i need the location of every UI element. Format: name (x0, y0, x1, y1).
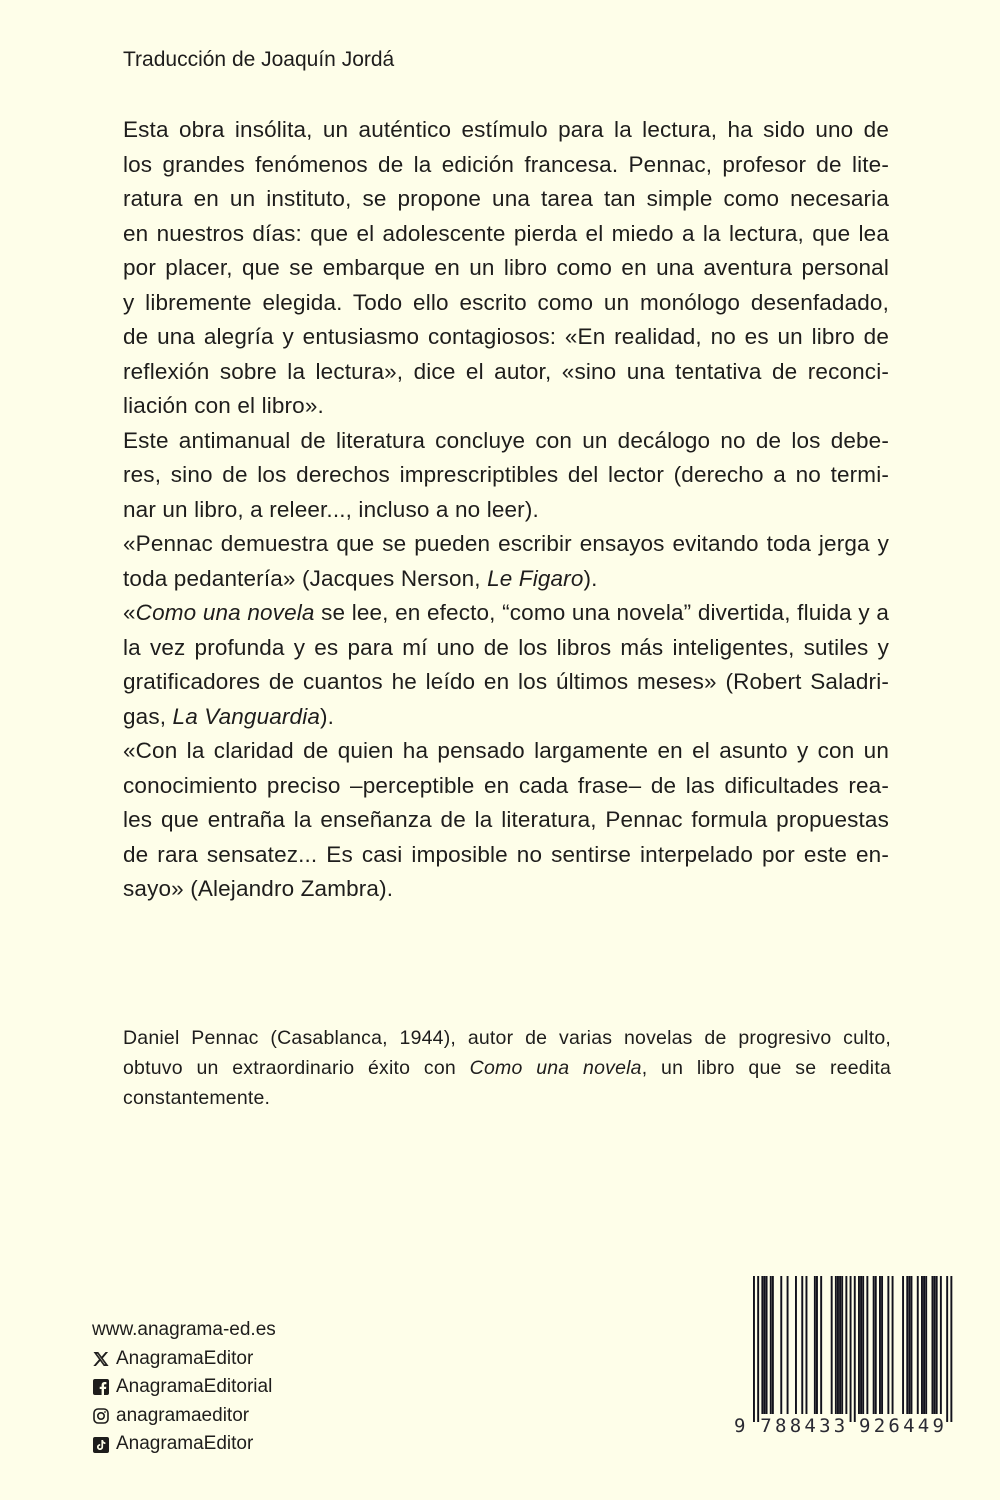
italic-title: Le Figaro (487, 565, 584, 591)
barcode-guard-bar (850, 1276, 852, 1422)
barcode-guard-bar (854, 1276, 856, 1422)
isbn-digit: 3 (819, 1415, 831, 1437)
isbn-digit: 8 (789, 1415, 802, 1437)
blurb-line (123, 527, 889, 562)
blurb-line (123, 424, 889, 459)
blurb-line (123, 113, 889, 148)
isbn-digit: 4 (917, 1415, 930, 1437)
x-row[interactable] (92, 1345, 276, 1374)
text-run: obtuvo un extraordinario éxito con (123, 1057, 470, 1079)
facebook-handle[interactable]: AnagramaEditorial (116, 1376, 273, 1398)
text-run: conocimiento preciso –perceptible en cada frase– de las dificultades rea- (123, 772, 889, 798)
blurb-line (123, 769, 889, 804)
barcode-bar (806, 1276, 808, 1414)
blurb-line (123, 182, 889, 217)
isbn-barcode (732, 1272, 964, 1442)
blurb-line (123, 872, 889, 907)
barcode-guard-bar (753, 1276, 755, 1422)
barcode-bar (908, 1276, 910, 1414)
blurb-line (123, 803, 889, 838)
text-run: ratura en un instituto, se propone una tarea tan simple como necesaria (123, 186, 889, 211)
isbn-digit: 4 (804, 1415, 816, 1437)
isbn-digit: 8 (775, 1415, 787, 1437)
isbn-digit: 9 (932, 1415, 944, 1437)
barcode-bar (862, 1276, 864, 1414)
text-run: reflexión sobre la lectura», dice el autor, «sino una tentativa de reconci- (123, 358, 889, 384)
barcode-bar (866, 1276, 868, 1414)
blurb-line (123, 562, 889, 597)
text-run: « (123, 600, 136, 625)
text-run: , un libro que se reedita (641, 1057, 891, 1079)
barcode-bar (816, 1276, 818, 1414)
barcode-bar (772, 1276, 774, 1414)
barcode-bar (766, 1276, 768, 1414)
barcode-bar (925, 1276, 927, 1414)
text-run: los grandes fenómenos de la edición francesa. Pennac, profesor de lite- (123, 151, 889, 177)
barcode-bar (875, 1276, 877, 1414)
barcode-bar (820, 1276, 822, 1414)
blurb-line (123, 493, 889, 528)
barcode-bar (841, 1276, 843, 1414)
isbn-digit: 2 (873, 1415, 886, 1437)
text-run: de una alegría y entusiasmo contagiosos: «En realidad, no es un libro de (123, 324, 889, 349)
text-run: res, sino de los derechos imprescriptibles del lector (derecho a no termi- (123, 462, 889, 487)
isbn-digit: 6 (888, 1415, 900, 1437)
blurb-line (123, 251, 889, 286)
blurb-line (123, 734, 889, 769)
barcode-bar (858, 1276, 860, 1414)
isbn-digit: 7 (760, 1415, 772, 1437)
facebook-icon (92, 1379, 109, 1396)
author-bio (123, 1023, 891, 1113)
barcode-guard-bar (950, 1276, 952, 1422)
text-run: la vez profunda y es para mí uno de los libros más inteligentes, sutiles y (123, 634, 889, 660)
barcode-bar (795, 1276, 797, 1414)
barcode-bar (887, 1276, 889, 1414)
barcode-bars (732, 1272, 964, 1422)
blurb-line (123, 458, 889, 493)
website-row[interactable] (92, 1316, 276, 1345)
barcode-bar (921, 1276, 923, 1414)
text-run: gas, (123, 703, 173, 729)
blurb-line (123, 596, 889, 631)
website-link[interactable]: www.anagrama-ed.es (92, 1319, 276, 1340)
bio-line (123, 1083, 891, 1113)
blurb-line (123, 320, 889, 355)
facebook-row[interactable] (92, 1373, 276, 1402)
barcode-bar (787, 1276, 789, 1414)
instagram-icon (92, 1408, 109, 1425)
barcode-bar (814, 1276, 816, 1414)
barcode-bar (881, 1276, 883, 1414)
blurb-line (123, 700, 889, 735)
blurb-line (123, 148, 889, 183)
barcode-bar (801, 1276, 803, 1414)
barcode-bar (911, 1276, 913, 1414)
italic-title: Como una novela (469, 1057, 642, 1079)
text-run: liación con el libro». (123, 393, 324, 418)
barcode-guard-bar (757, 1276, 759, 1422)
blurb-line (123, 631, 889, 666)
barcode-bar (761, 1276, 763, 1414)
isbn-digit: 9 (734, 1415, 746, 1437)
isbn-digit: 3 (833, 1415, 846, 1437)
translator-credit: Traducción de Joaquín Jordá (123, 48, 395, 71)
blurb-line (123, 665, 889, 700)
barcode-bar (879, 1276, 881, 1414)
barcode-bar (831, 1276, 833, 1414)
blurb-text (123, 113, 889, 907)
text-run: se lee, en efecto, “como una novela” divertida, fluida y a (314, 600, 889, 625)
tiktok-handle[interactable]: AnagramaEditor (116, 1433, 254, 1455)
text-run: sayo» (Alejandro Zambra). (123, 876, 394, 901)
isbn-number (732, 1415, 964, 1441)
text-run: gratificadores de cuantos he leído en los últimos meses» (Robert Saladri- (123, 669, 889, 694)
x-logo-icon (92, 1350, 109, 1367)
barcode-bar (934, 1276, 936, 1414)
tiktok-row[interactable] (92, 1430, 276, 1459)
text-run: «Con la claridad de quien ha pensado largamente en el asunto y con un (123, 738, 889, 763)
text-run: en nuestros días: que el adolescente pierda el miedo a la lectura, que lea (123, 220, 889, 246)
text-run: Este antimanual de literatura concluye con un decálogo no de los debe- (123, 427, 889, 453)
text-run: por placer, que se embarque en un libro como en una aventura personal (123, 255, 889, 280)
blurb-line (123, 355, 889, 390)
text-run: «Pennac demuestra que se pueden escribir ensayos evitando toda jerga y (123, 531, 889, 556)
barcode-bar (902, 1276, 904, 1414)
barcode-bar (770, 1276, 772, 1414)
barcode-guard-bar (946, 1276, 948, 1422)
bio-line (123, 1023, 891, 1053)
barcode-bar (780, 1276, 782, 1414)
blurb-line (123, 389, 889, 424)
text-run: constantemente. (123, 1087, 271, 1109)
text-run: Esta obra insólita, un auténtico estímulo para la lectura, ha sido uno de (123, 117, 889, 142)
barcode-bar (860, 1276, 862, 1414)
barcode-bar (873, 1276, 875, 1414)
text-run: toda pedantería» (Jacques Nerson, (123, 565, 488, 591)
text-run: y libremente elegida. Todo ello escrito como un monólogo desenfadado, (123, 289, 889, 315)
barcode-bar (892, 1276, 894, 1414)
barcode-bar (835, 1276, 837, 1414)
barcode-bar (923, 1276, 925, 1414)
instagram-handle[interactable]: anagramaeditor (116, 1404, 250, 1426)
x-handle[interactable]: AnagramaEditor (116, 1347, 254, 1369)
text-run: les que entraña la enseñanza de la literatura, Pennac formula propuestas (123, 807, 889, 832)
barcode-bar (764, 1276, 766, 1414)
italic-title: Como una novela (135, 600, 315, 625)
text-run: de rara sensatez... Es casi imposible no sentirse interpelado por este en- (123, 841, 889, 867)
blurb-line (123, 217, 889, 252)
text-run: Daniel Pennac (Casablanca, 1944), autor de varias novelas de progresivo culto, (123, 1027, 891, 1049)
text-run: ). (320, 703, 335, 729)
isbn-digit: 9 (859, 1415, 871, 1437)
barcode-bar (936, 1276, 938, 1414)
blurb-line (123, 838, 889, 873)
tiktok-icon (92, 1436, 109, 1453)
barcode-bar (906, 1276, 908, 1414)
publisher-contacts (92, 1316, 276, 1459)
italic-title: La Vanguardia (172, 703, 321, 729)
text-run: ). (583, 565, 598, 591)
isbn-digit: 4 (903, 1415, 915, 1437)
text-run: nar un libro, a releer..., incluso a no leer). (123, 496, 539, 522)
blurb-line (123, 286, 889, 321)
barcode-bar (940, 1276, 942, 1414)
barcode-bar (917, 1276, 919, 1414)
barcode-bar (837, 1276, 839, 1414)
bio-line (123, 1053, 891, 1083)
barcode-bar (845, 1276, 847, 1414)
instagram-row[interactable] (92, 1402, 276, 1431)
barcode-bar (839, 1276, 841, 1414)
barcode-bar (932, 1276, 934, 1414)
